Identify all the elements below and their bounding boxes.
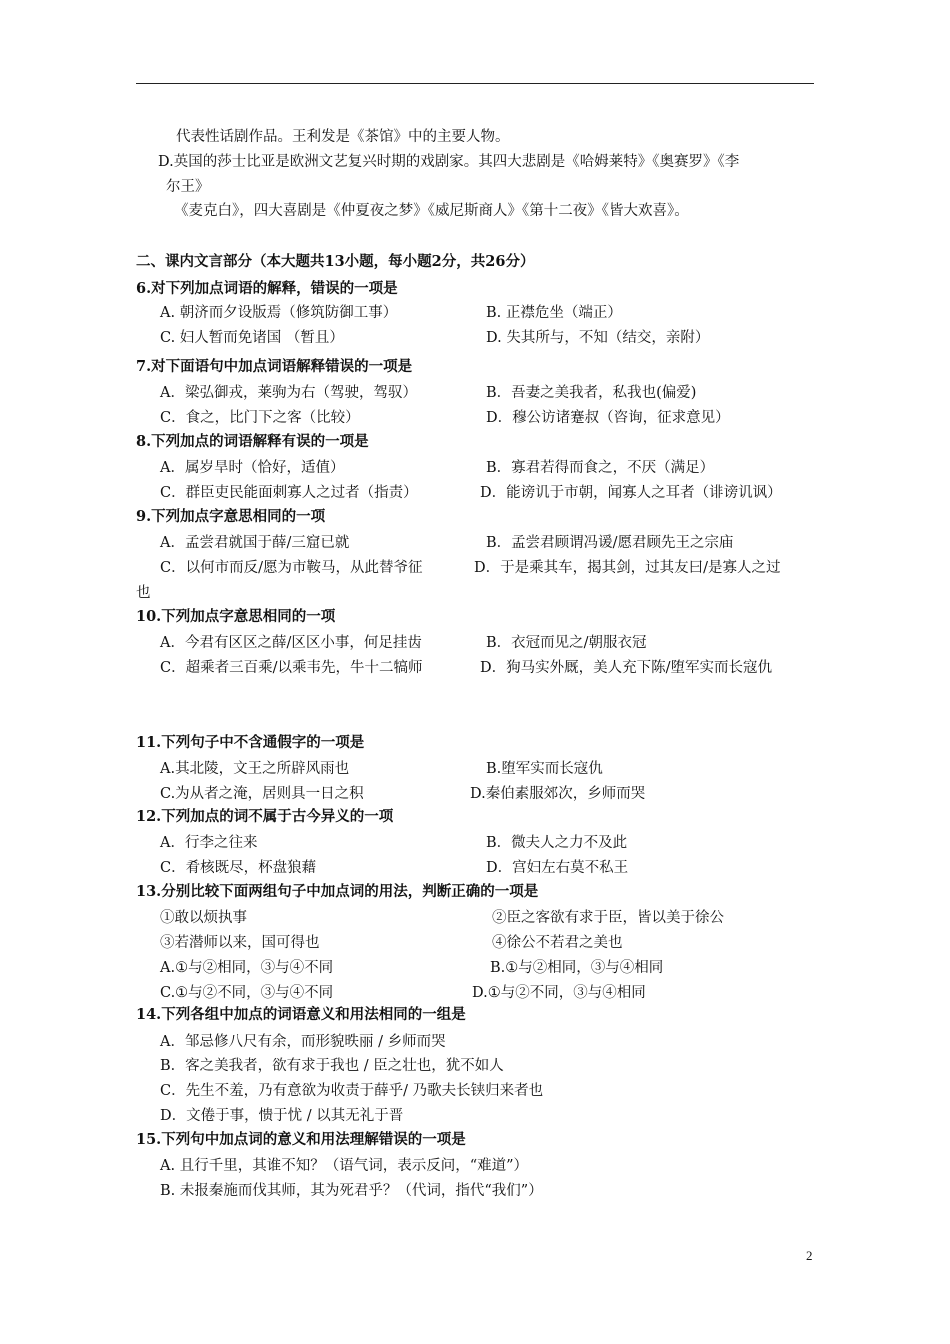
q11-option-b: B.堕军实而长寇仇	[486, 761, 603, 777]
q13-option-c: C.①与②不同，③与④不同	[160, 985, 334, 1001]
q5-continued-line: 代表性话剧作品。王利发是《茶馆》中的主要人物。	[176, 129, 510, 145]
q10-option-c: C．超乘者三百乘/以乘韦先，牛十二犒师	[160, 660, 423, 676]
q11-stem: 11.下列句子中不含通假字的一项是	[136, 734, 365, 751]
q8-option-c: C．群臣吏民能面刺寡人之过者（指责）	[160, 485, 418, 501]
q10-stem: 10.下列加点字意思相同的一项	[136, 608, 336, 625]
q14-option-a: A．邹忌修八尺有余，而形貌昳丽 / 乡师而哭	[160, 1034, 446, 1050]
q13-sentence-1: ①敢以烦执事	[160, 910, 247, 926]
q15-option-a: A. 且行千里，其谁不知？（语气词，表示反问，“难道”）	[160, 1158, 529, 1174]
q12-stem: 12.下列加点的词不属于古今异义的一项	[136, 808, 394, 825]
q14-option-b: B．客之美我者，欲有求于我也 / 臣之壮也，犹不如人	[160, 1058, 504, 1074]
q8-option-d: D．能谤讥于市朝，闻寡人之耳者（诽谤讥讽）	[480, 485, 782, 501]
q9-option-d-wrap: 也	[136, 585, 151, 601]
q13-option-b: B.①与②相同，③与④相同	[490, 960, 664, 976]
q6-option-c: C. 妇人暂而免诸国 （暂且）	[160, 330, 344, 346]
q13-sentence-2: ②臣之客欲有求于臣，皆以美于徐公	[492, 910, 724, 926]
q12-option-b: B．微夫人之力不及此	[486, 835, 628, 851]
page-number: 2	[806, 1248, 813, 1263]
q10-option-d: D．狗马实外厩，美人充下陈/堕军实而长寇仇	[480, 660, 773, 676]
q9-option-d: D．于是乘其车，揭其剑，过其友曰/是寡人之过	[474, 560, 781, 576]
q6-option-b: B. 正襟危坐（端正）	[486, 305, 622, 321]
q5-option-d: D.英国的莎士比亚是欧洲文艺复兴时期的戏剧家。其四大悲剧是《哈姆莱特》《奥赛罗》《李	[158, 154, 740, 170]
q9-option-a: A．孟尝君就国于薛/三窟已就	[160, 535, 350, 551]
q5-option-d-line3: 《麦克白》，四大喜剧是《仲夏夜之梦》《威尼斯商人》《第十二夜》《皆大欢喜》。	[174, 203, 689, 219]
header-rule	[136, 83, 814, 84]
q8-stem: 8.下列加点的词语解释有误的一项是	[136, 433, 369, 450]
q6-stem: 6.对下列加点词语的解释，错误的一项是	[136, 280, 398, 297]
q12-option-d: D．宫妇左右莫不私王	[486, 860, 629, 876]
q9-option-c: C．以何市而反/愿为市鞍马，从此替爷征	[160, 560, 423, 576]
q7-option-d: D．穆公访诸蹇叔（咨询，征求意见）	[486, 410, 730, 426]
q13-sentence-3: ③若潜师以来，国可得也	[160, 935, 320, 951]
q7-option-b: B．吾妻之美我者，私我也(偏爱)	[486, 385, 697, 401]
q8-option-a: A．属岁旱时（恰好，适值）	[160, 460, 345, 476]
q14-option-d: D．文倦于事，愦于忧 / 以其无礼于晋	[160, 1108, 404, 1124]
q10-option-b: B．衣冠而见之/朝服衣冠	[486, 635, 647, 651]
q9-option-b: B．孟尝君顾谓冯谖/愿君顾先王之宗庙	[486, 535, 734, 551]
q12-option-c: C．肴核既尽，杯盘狼藉	[160, 860, 317, 876]
q13-stem: 13.分别比较下面两组句子中加点词的用法，判断正确的一项是	[136, 883, 539, 900]
q12-option-a: A．行李之往来	[160, 835, 258, 851]
q14-stem: 14.下列各组中加点的词语意义和用法相同的一组是	[136, 1006, 466, 1023]
q13-option-a: A.①与②相同，③与④不同	[160, 960, 334, 976]
q13-option-d: D.①与②不同，③与④相同	[472, 985, 646, 1001]
q8-option-b: B．寡君若得而食之，不厌（满足）	[486, 460, 715, 476]
q13-sentence-4: ④徐公不若君之美也	[492, 935, 623, 951]
q5-option-d-wrap: 尔王》	[166, 179, 210, 195]
q11-option-a: A.其北陵，文王之所辟风雨也	[160, 761, 350, 777]
q7-stem: 7.对下面语句中加点词语解释错误的一项是	[136, 358, 413, 375]
q11-option-c: C.为从者之淹，居则具一日之积	[160, 786, 364, 802]
q7-option-c: C．食之，比门下之客（比较）	[160, 410, 360, 426]
q15-stem: 15.下列句中加点词的意义和用法理解错误的一项是	[136, 1131, 466, 1148]
q7-option-a: A．梁弘御戎，莱驹为右（驾驶，驾驭）	[160, 385, 417, 401]
q15-option-b: B. 未报秦施而伐其师，其为死君乎？（代词，指代“我们”）	[160, 1183, 543, 1199]
q11-option-d: D.秦伯素服郊次，乡师而哭	[470, 786, 646, 802]
q14-option-c: C．先生不羞，乃有意欲为收责于薛乎/ 乃歌夫长铗归来者也	[160, 1083, 544, 1099]
q9-stem: 9.下列加点字意思相同的一项	[136, 508, 326, 525]
q6-option-a: A. 朝济而夕设版焉（修筑防御工事）	[160, 305, 398, 321]
q10-option-a: A．今君有区区之薛/区区小事，何足挂齿	[160, 635, 422, 651]
q6-option-d: D. 失其所与，不知（结交，亲附）	[486, 330, 710, 346]
section-heading: 二、课内文言部分（本大题共13小题，每小题2分，共26分）	[136, 253, 535, 270]
